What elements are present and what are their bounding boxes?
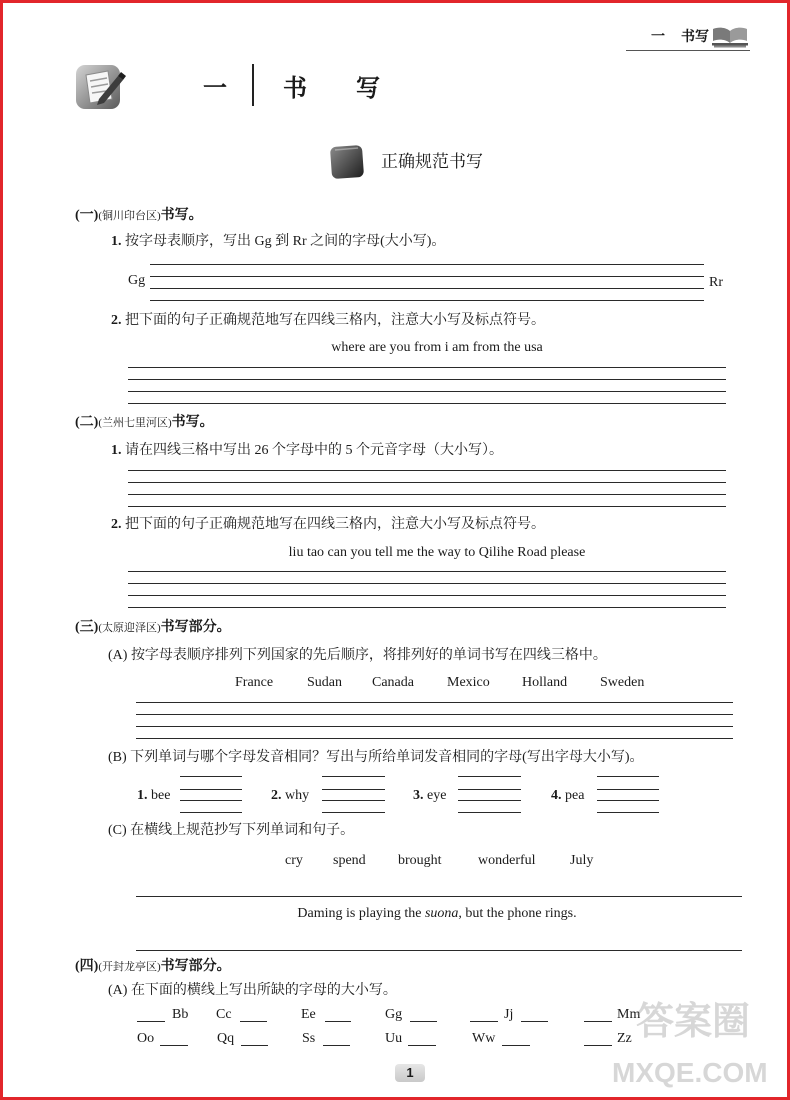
four-line-grid [128, 470, 726, 507]
letter-pair: Mm [617, 1007, 641, 1022]
part-label: 书写。 [171, 415, 214, 430]
letter-pair: Ee [301, 1007, 316, 1022]
question-number: 2. [111, 313, 122, 328]
copy-sentence: liu tao can you tell me the way to Qilihe Road please [288, 545, 586, 560]
answer-blank [241, 1045, 268, 1046]
question [111, 312, 545, 330]
sub-question [108, 982, 397, 1000]
copy-word: spend [333, 853, 366, 868]
answer-blank [408, 1045, 436, 1046]
part-source: (兰州七里河区) [98, 417, 172, 429]
title-divider [252, 64, 254, 106]
part-header [75, 958, 231, 976]
letter-pair: Jj [504, 1007, 514, 1022]
item-word: why [285, 788, 310, 803]
country-word: Canada [372, 675, 414, 690]
answer-blank [521, 1021, 548, 1022]
item-number: 1. [137, 788, 148, 803]
sub-question-label: (A) [108, 648, 128, 663]
copy-word: July [570, 853, 594, 868]
country-word: Sudan [307, 675, 342, 690]
sentence-part: Daming is playing the [297, 906, 425, 921]
watermark-site: MXQE.COM [612, 1057, 768, 1088]
letter-pair: Bb [172, 1007, 189, 1022]
sub-question-label: (A) [108, 983, 128, 998]
four-line-grid [128, 367, 726, 404]
sound-item [271, 787, 309, 805]
page-number: 1 [406, 1065, 414, 1080]
letter-pair: Gg [385, 1007, 403, 1022]
answer-blank [470, 1021, 498, 1022]
question [111, 233, 445, 251]
sound-item [137, 787, 170, 805]
open-book-icon [711, 24, 749, 48]
letter-pair: Qq [217, 1031, 235, 1046]
part-label: 书写部分。 [160, 620, 231, 635]
part-label: 书写。 [160, 208, 203, 223]
part-label: 书写部分。 [160, 959, 231, 974]
pencil-paper-icon [73, 59, 127, 115]
sub-question-text: 在下面的横线上写出所缺的字母的大小写。 [130, 983, 397, 998]
answer-line [136, 950, 742, 951]
paper-sheet [86, 71, 112, 103]
answer-blank [502, 1045, 530, 1046]
question [111, 442, 503, 460]
four-line-grid [128, 571, 726, 608]
sentence-part: , but the phone rings. [458, 906, 577, 921]
letter-pair: Oo [137, 1031, 155, 1046]
question-text: 把下面的句子正确规范地写在四线三格内，注意大小写及标点符号。 [125, 517, 545, 532]
sub-question [108, 647, 607, 665]
letter-pair: Ww [472, 1031, 496, 1046]
country-word: Sweden [600, 675, 645, 690]
question-number: 2. [111, 517, 122, 532]
book-right-page [730, 28, 747, 43]
sub-question-text: 在横线上规范抄写下列单词和句子。 [130, 823, 355, 838]
section-title: 正确规范书写 [381, 152, 483, 172]
answer-line [136, 896, 742, 897]
four-line-grid [150, 264, 704, 301]
answer-blank [160, 1045, 188, 1046]
question-text: 按字母表顺序，写出 Gg 到 Rr 之间的字母(大小写)。 [125, 234, 446, 249]
running-header-chapter: 一 [651, 29, 665, 45]
answer-blank [240, 1021, 267, 1022]
sub-question-text: 下列单词与哪个字母发音相同？写出与所给单词发音相同的字母(写出字母大小写)。 [130, 750, 644, 765]
part-header [75, 619, 231, 637]
answer-blank [584, 1021, 612, 1022]
sub-question-label: (B) [108, 750, 127, 765]
country-word: France [235, 675, 274, 690]
question [111, 516, 545, 534]
letter-pair: Cc [216, 1007, 232, 1022]
letter-pair: Ss [302, 1031, 316, 1046]
part-source: (开封龙亭区) [98, 961, 161, 973]
copy-sentence [128, 905, 746, 923]
item-word: pea [565, 788, 585, 803]
question-number: 1. [111, 443, 122, 458]
part-source: (太原迎泽区) [98, 622, 161, 634]
running-header-rule [626, 50, 750, 51]
section-cube-icon [328, 143, 366, 181]
copy-word: wonderful [478, 853, 536, 868]
part-number: (四) [75, 959, 99, 974]
sound-item [413, 787, 446, 805]
sound-item [551, 787, 584, 805]
chapter-title: 书写 [283, 74, 429, 102]
end-letter: Rr [709, 275, 723, 290]
part-number: (二) [75, 415, 99, 430]
watermark-brand: 答案圈 [636, 1001, 751, 1043]
part-number: (三) [75, 620, 99, 635]
book-base [712, 43, 748, 46]
item-word: bee [151, 788, 171, 803]
question-text: 把下面的句子正确规范地写在四线三格内，注意大小写及标点符号。 [125, 313, 545, 328]
answer-grid [180, 776, 242, 813]
book-left-page [713, 28, 730, 43]
copy-sentence: where are you from i am from the usa [331, 340, 543, 355]
part-header [75, 207, 203, 225]
answer-grid [322, 776, 385, 813]
country-word: Holland [522, 675, 568, 690]
answer-blank [410, 1021, 437, 1022]
part-number: (一) [75, 208, 99, 223]
answer-grid [458, 776, 521, 813]
sub-question [108, 822, 354, 840]
answer-blank [137, 1021, 165, 1022]
item-number: 2. [271, 788, 282, 803]
start-letter: Gg [128, 273, 146, 288]
answer-blank [325, 1021, 351, 1022]
question-number: 1. [111, 234, 122, 249]
sub-question [108, 749, 644, 767]
letter-pair: Zz [617, 1031, 632, 1046]
part-source: (铜川印台区) [98, 210, 161, 222]
running-header-title: 书写 [681, 29, 709, 45]
item-number: 4. [551, 788, 562, 803]
copy-word: cry [285, 853, 303, 868]
page-number-tab [395, 1064, 425, 1082]
item-word: eye [427, 788, 447, 803]
sentence-italic-word: suona [424, 906, 459, 921]
answer-grid [597, 776, 659, 813]
four-line-grid [136, 702, 733, 739]
item-number: 3. [413, 788, 424, 803]
chapter-number: 一 [203, 74, 227, 102]
answer-blank [323, 1045, 350, 1046]
country-word: Mexico [447, 675, 490, 690]
letter-pair: Uu [385, 1031, 403, 1046]
sub-question-label: (C) [108, 823, 127, 838]
sub-question-text: 按字母表顺序排列下列国家的先后顺序，将排列好的单词书写在四线三格中。 [130, 648, 607, 663]
question-text: 请在四线三格中写出 26 个字母中的 5 个元音字母（大小写）。 [125, 443, 503, 458]
copy-word: brought [398, 853, 442, 868]
book-base-lower [714, 46, 746, 48]
answer-blank [584, 1045, 612, 1046]
part-header [75, 414, 214, 432]
